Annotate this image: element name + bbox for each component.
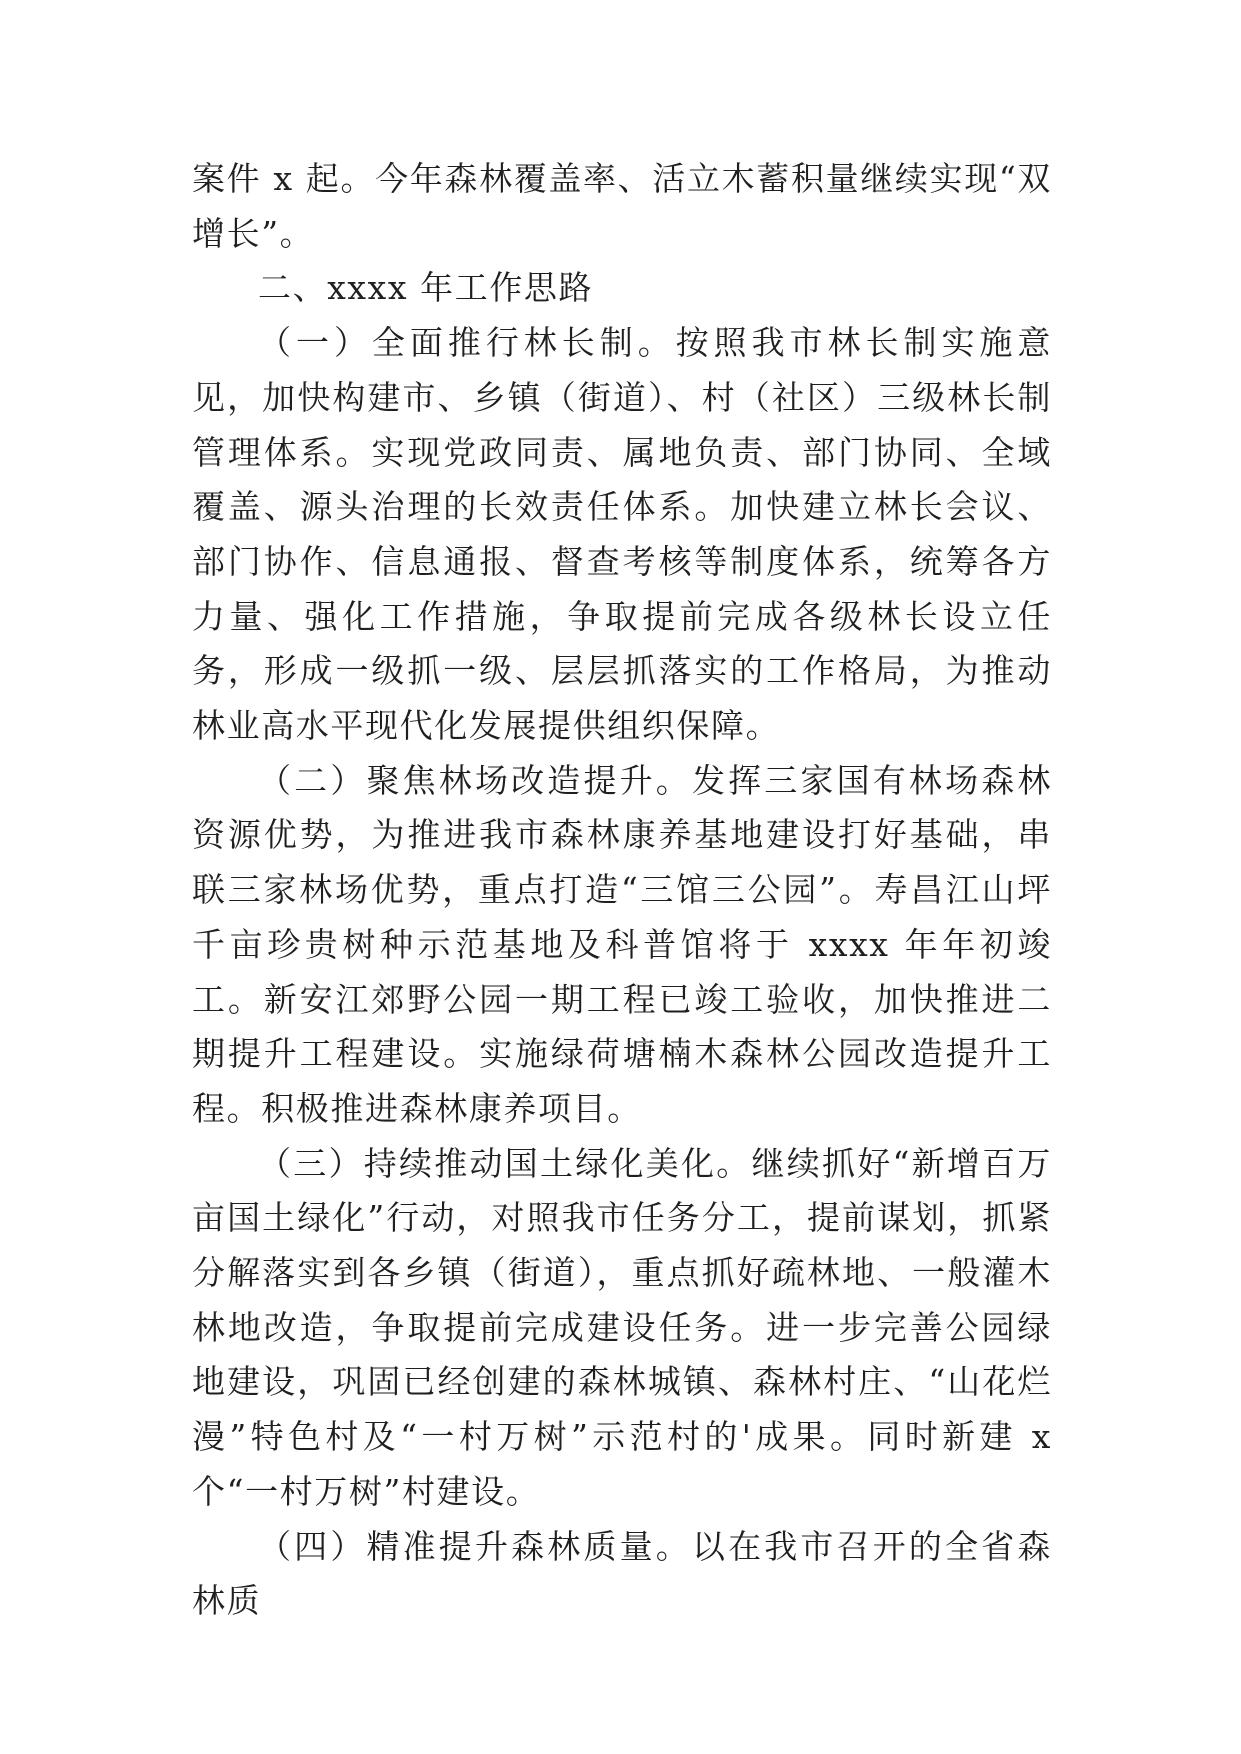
section-heading-work-plan: 二、xxxx 年工作思路	[258, 268, 594, 308]
paragraph-land-greening: （三）持续推动国土绿化美化。继续抓好“新增百万亩国土绿化”行动，对照我市任务分工，提前谋划，抓紧分解落实到各乡镇（街道），重点抓好疏林地、一般灌木林地改造，争取提前完成建设任务。进一步完善公园绿地建设，巩固已经创建的森林城镇、森林村庄、“山花烂漫”特色村及“一村万树”示范村的'成果。同时新建 x 个“一村万树”村建设。	[192, 1143, 1052, 1511]
paragraph-continuation: 案件 x 起。今年森林覆盖率、活立木蓄积量继续实现“双增长”。	[192, 159, 1052, 253]
paragraph-forest-quality: （四）精准提升森林质量。以在我市召开的全省森林质	[192, 1526, 1052, 1621]
paragraph-forest-farm-upgrade: （二）聚焦林场改造提升。发挥三家国有林场森林资源优势，为推进我市森林康养基地建设打好基础，串联三家林场优势，重点打造“三馆三公园”。寿昌江山坪千亩珍贵树种示范基地及科普馆将于 xxxx 年年初竣工。新安江郊野公园一期工程已竣工验收，加快推进二期提升工程建设。实施绿荷塘楠木森林公园改造提升工程。积极推进森林康养项目。	[192, 760, 1052, 1128]
paragraph-forest-chief-system: （一）全面推行林长制。按照我市林长制实施意见，加快构建市、乡镇（街道）、村（社区）三级林长制管理体系。实现党政同责、属地负责、部门协同、全域覆盖、源头治理的长效责任体系。加快建立林长会议、部门协作、信息通报、督查考核等制度体系，统筹各方力量、强化工作措施，争取提前完成各级林长设立任务，形成一级抓一级、层层抓落实的工作格局，为推动林业高水平现代化发展提供组织保障。	[192, 323, 1052, 746]
document-body	[192, 152, 1052, 1629]
